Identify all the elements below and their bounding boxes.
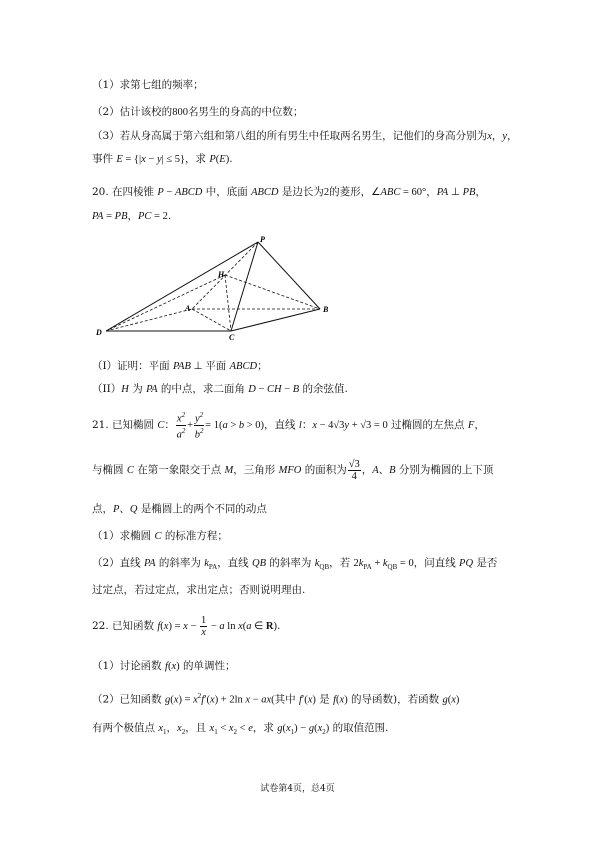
label-A: A (185, 304, 191, 313)
edge-HD (106, 275, 225, 331)
q21-part2: （2）直线 PA 的斜率为 $k_{PA}$，直线 QB 的斜率为 $k_{QB}$，若 $2k_{PA} + k_{QB} = 0$，问直线 PQ 是否 (92, 557, 498, 572)
edge-DA (106, 309, 192, 331)
q21-part2b: 过定点，若过定点，求出定点；否则说明理由. (92, 584, 306, 596)
q20-line1: 20. 在四棱锥 P − ABCD 中，底面 ABCD 是边长为2的菱形，∠ABC = 60°，PA ⊥ PB， (92, 186, 486, 198)
q21-line2: 与椭圆 C 在第一象限交于点 M，三角形 MFO 的面积为 $\frac{√3}{4}$ ，A、B 分别为椭圆的上下顶 (92, 458, 494, 482)
edge-HC (225, 275, 231, 331)
q21-line3: 点，P、Q 是椭圆上的两个不同的动点 (92, 503, 267, 515)
q22-line1: 22. 已知函数 f(x) = x − $\frac{1}{x}$ − a ln x(a ∈ R). (92, 614, 281, 638)
label-P: P (260, 235, 265, 244)
q19-part1: （1）求第七组的频率； (92, 79, 204, 91)
q21-part1: （1）求椭圆 C 的标准方程； (92, 530, 228, 542)
edge-CB (231, 309, 320, 331)
label-C: C (229, 333, 235, 342)
q19-part3: （3）若从身高属于第六组和第八组的所有男生中任取两名男生，记他们的身高分别为x，y， (92, 130, 518, 142)
q19-part3b: 事件 E = {|x − y| ≤ 5}，求 P(E). (92, 153, 233, 165)
q22-part2: （2）已知函数 $g(x) = x^2f'(x) + 2\ln$ x − ax(其中 f′(x) 是 f(x) 的导函数)，若函数 g(x) (92, 692, 460, 706)
edge-PB (258, 242, 320, 309)
q21-line1: 21. 已知椭圆 C： $\frac{x^2}{a^2}$ + $\frac{y^2}{b^2}$ = 1(a > b > 0)，直线 l：x − 4√3y + √3 = 0 过椭圆的左焦点 F， (92, 411, 485, 440)
q20-part2: （II）H 为 PA 的中点，求二面角 D − CH − B 的余弦值. (92, 383, 348, 395)
q22-part1: （1）讨论函数 f(x) 的单调性； (92, 660, 236, 672)
label-B: B (323, 305, 329, 314)
q20-part1: （I）证明：平面 PAB ⊥ 平面 ABCD； (92, 360, 268, 372)
q19-part2: （2）估计该校的800名男生的身高的中位数； (92, 106, 304, 118)
page-footer: 试卷第4页，总4页 (260, 784, 335, 794)
edge-AC (192, 309, 231, 331)
label-H: H (218, 270, 225, 279)
label-D: D (96, 328, 102, 337)
q22-part2b: 有两个极值点 $x_1$，$x_2$，且 $x_1 < x_2 < e$，求 $g(x_1) - g(x_2)$ 的取值范围. (92, 722, 389, 737)
pyramid-figure (92, 232, 342, 344)
q20-line2: PA = PB，PC = 2. (92, 210, 172, 222)
